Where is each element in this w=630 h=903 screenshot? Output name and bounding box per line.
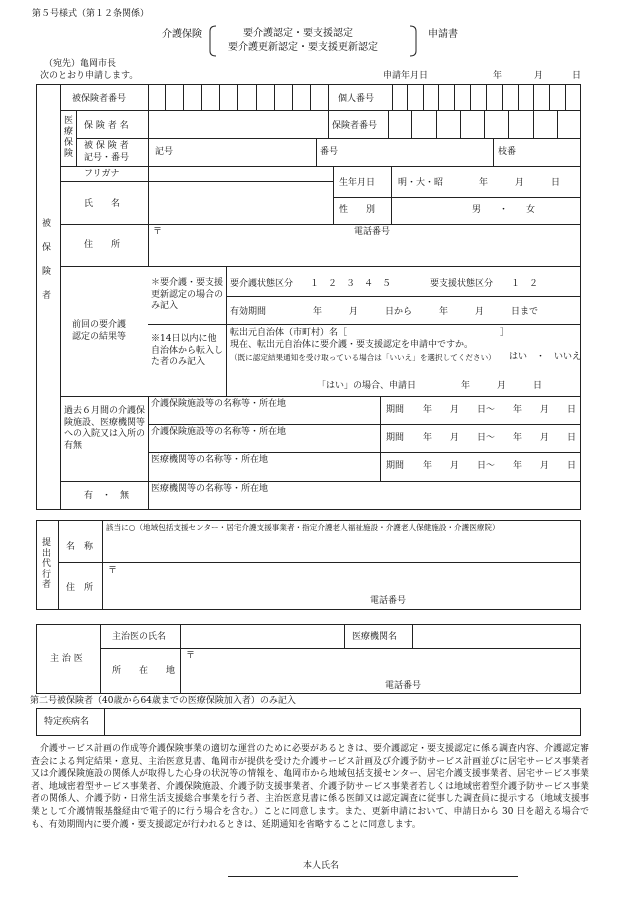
number-label: 番号: [320, 147, 339, 157]
date-label: 申請年月日: [383, 71, 429, 81]
birth-label: 生年月日: [339, 178, 376, 188]
right-bracket-icon: [408, 25, 418, 57]
transfer-line4[interactable]: 「はい」の場合、申請日 年 月 日: [317, 381, 543, 391]
birth-options[interactable]: 明・大・昭 年 月 日: [398, 178, 561, 188]
agent-name-label: 名 称: [66, 542, 94, 552]
agent-type-note[interactable]: 該当に○（地域包括支援センター・居宅介護支援事業者・指定介護老人福祉施設・介護老人保健施設・介護医療院）: [106, 523, 500, 532]
doctor-name-label: 主治医の氏名: [112, 632, 167, 642]
form-id: 第５号様式（第１２条関係）: [32, 9, 150, 19]
signature-line[interactable]: [228, 876, 518, 877]
insurer-name-label: 保 険 者 名: [84, 121, 129, 131]
period-label-3: 期間: [386, 461, 405, 471]
disease-table: [36, 708, 581, 736]
title-line2: 要介護更新認定・要支援更新認定: [228, 42, 378, 53]
support-levels[interactable]: １ ２: [511, 279, 539, 289]
intro-text: 次のとおり申請します。: [40, 71, 139, 81]
agent-address-label: 住 所: [66, 583, 94, 593]
personal-number-boxes[interactable]: [392, 84, 581, 110]
agent-phone-label: 電話番号: [370, 596, 407, 606]
title-line1: 要介護認定・要支援認定: [243, 28, 353, 39]
renewal-note: ＊要介護・要支援更新認定の場合のみ記入: [151, 278, 224, 311]
period-value-3[interactable]: 年 月 日〜 年 月 日: [423, 461, 577, 471]
agent-postal: 〒: [108, 566, 118, 576]
facility-row-2: 介護保険施設等の名称等・所在地: [151, 427, 287, 437]
consent-text: 介護サービス計画の作成等介護保険事業の適切な運営のために必要があるときは、要介護認定・要支援認定に係る調査内容、介護認定審査会による判定結果・意見、主治医意見書、亀岡市が提供を受けた介護サービス計画及び介護予防サービス計画並びに居宅サービス事業者又は介護保険施設の関係人が取得した心身の状況等の情報を、亀岡市から地域包括支援センター、居宅介護支援事業者、居宅サービス事業者、地域密着型サービス事業者、介護保険施設、介護予防支援事業者、介護予防サービス事業者若しくは地域密着型介護予防サービス事業者の関係人、介護予防・日常生活支援総合事業を行う者、主治医意見書に係る医師又は認定調査に従事した調査員に提示する（地域支援事業として介護情報基盤経由で電子的に行う場合を含む。）ことに同意します。また、更新申請において、申請日から 30 日を超える場合でも、有効期間内に要介護・要支援認定が行われるときは、延期通知を省略することに同意します。: [31, 744, 589, 830]
type2-heading: 第二号被保険者（40歳から64歳までの医療保険加入者）のみ記入: [30, 696, 296, 706]
medical-row-2: 医療機関等の名称等・所在地: [151, 484, 269, 494]
address-label: 住 所: [84, 240, 121, 250]
sex-options[interactable]: 男 ・ 女: [472, 205, 536, 215]
date-month: 月: [534, 71, 544, 81]
valid-period-value[interactable]: 年 月 日から 年 月 日まで: [313, 307, 539, 317]
sex-label: 性 別: [339, 205, 376, 215]
insurer-number-boxes[interactable]: [388, 110, 581, 138]
facility-row-1: 介護保険施設等の名称等・所在地: [151, 399, 287, 409]
transfer-line3: （既に認定結果通知を受け取っている場合は「いいえ」を選択してください）: [230, 353, 496, 362]
yes-or-no[interactable]: 有 ・ 無: [84, 491, 130, 501]
addressee: （宛先）亀岡市長: [44, 59, 117, 69]
doctor-postal: 〒: [186, 651, 196, 661]
insured-side-label: 被保険者: [41, 219, 51, 301]
insured-number-boxes[interactable]: [148, 84, 328, 110]
period-label-2: 期間: [386, 433, 405, 443]
agent-side-label: 提出代行者: [41, 538, 51, 590]
period-value-1[interactable]: 年 月 日〜 年 月 日: [423, 405, 577, 415]
disease-label: 特定疾病名: [44, 717, 90, 727]
medical-row-1: 医療機関等の名称等・所在地: [151, 455, 269, 465]
doctor-phone-label: 電話番号: [385, 681, 422, 691]
signature-label: 本人氏名: [303, 861, 340, 871]
symbol-label: 記号: [155, 147, 174, 157]
facility-question: 過去６月間の介護保険施設、医療機関等への入院又は入所の有無: [64, 406, 146, 451]
branch-label: 枝番: [498, 147, 517, 157]
doctor-address-label: 所 在 地: [112, 666, 176, 676]
left-bracket-icon: [208, 25, 218, 57]
transfer-note: ※14日以内に他自治体から転入した者のみ記入: [151, 334, 224, 367]
institution-label: 医療機関名: [352, 632, 398, 642]
doctor-label: 主 治 医: [50, 654, 83, 664]
care-level-label: 要介護状態区分: [230, 279, 294, 289]
name-label: 氏 名: [84, 199, 121, 209]
period-label-1: 期間: [386, 405, 405, 415]
card-symbol-label: 被 保 険 者 記号・番号: [84, 141, 130, 163]
title-left: 介護保険: [162, 29, 202, 40]
transfer-line1[interactable]: 転出元自治体（市町村）名［ ］: [230, 328, 510, 338]
date-year: 年: [493, 71, 503, 81]
support-level-label: 要支援状態区分: [430, 279, 494, 289]
medical-side-label: 医療保険: [63, 116, 73, 159]
prev-result-label: 前回の要介護 認定の結果等: [72, 320, 127, 342]
valid-period-label: 有効期間: [230, 307, 267, 317]
yes-no-options[interactable]: はい ・ いいえ: [509, 352, 582, 362]
date-day: 日: [572, 71, 582, 81]
title-right: 申請書: [428, 29, 458, 40]
care-levels[interactable]: １ ２ ３ ４ ５: [310, 279, 392, 289]
insurer-number-label: 保険者番号: [332, 121, 378, 131]
transfer-line2: 現在、転出元自治体に要介護・要支援認定を申請中ですか。: [230, 340, 474, 350]
insured-number-label: 被保険者番号: [72, 94, 127, 104]
agent-table: [36, 520, 581, 610]
furigana-label: フリガナ: [84, 169, 120, 179]
personal-number-label: 個人番号: [338, 94, 375, 104]
period-value-2[interactable]: 年 月 日〜 年 月 日: [423, 433, 577, 443]
postal-mark: 〒: [153, 227, 163, 237]
phone-label: 電話番号: [354, 227, 391, 237]
